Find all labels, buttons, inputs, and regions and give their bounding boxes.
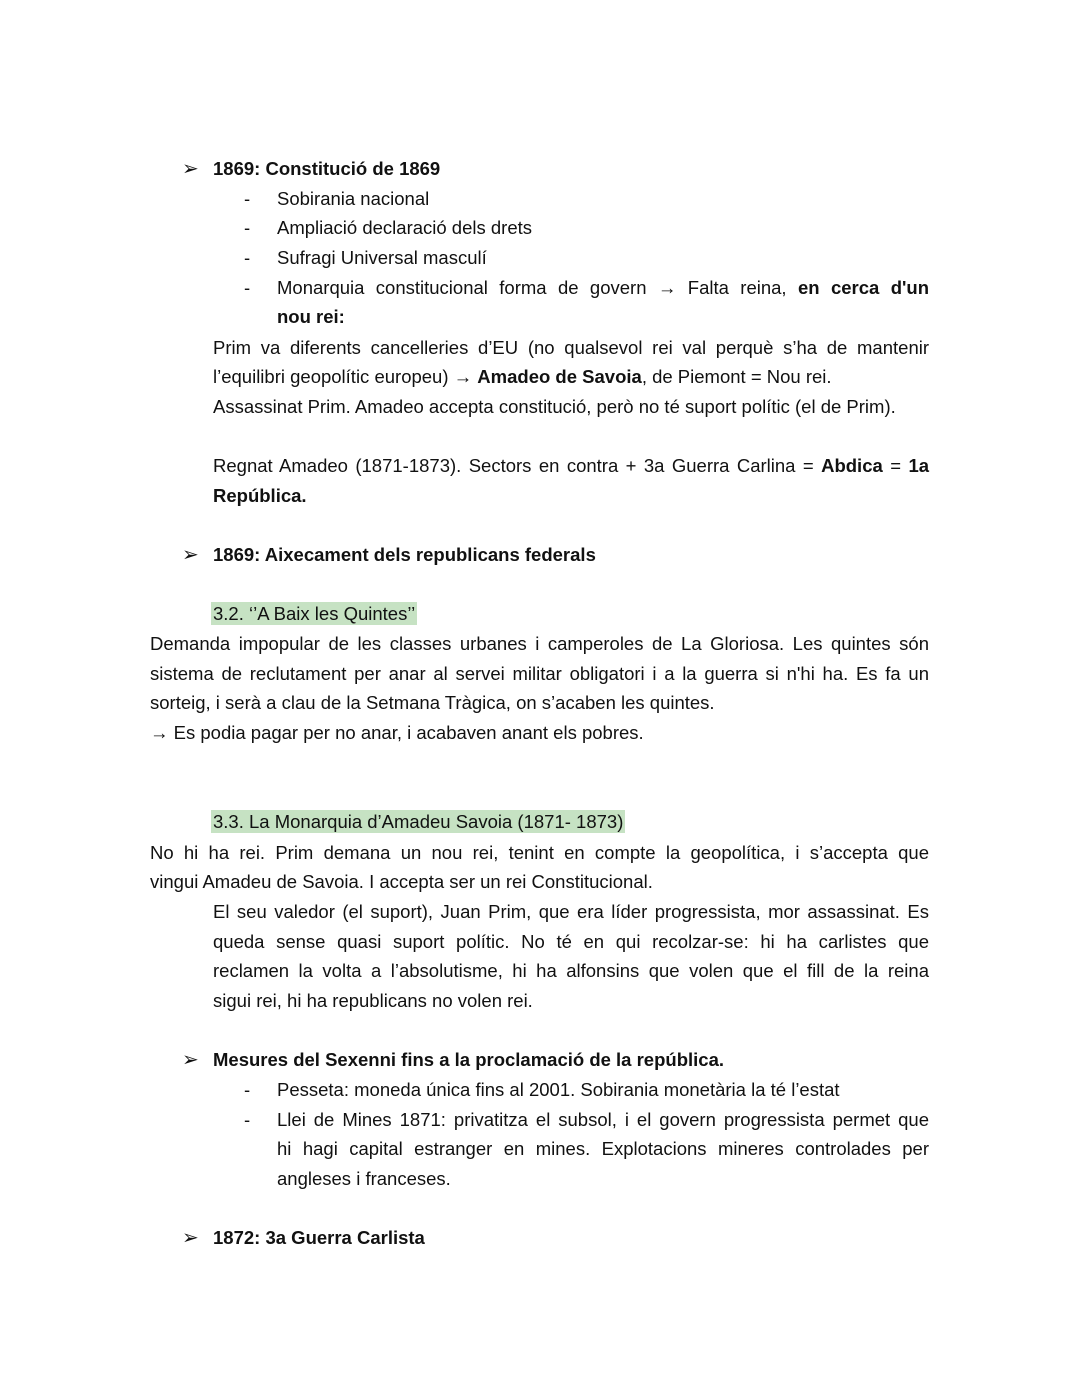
paragraph-line: No hi ha rei. Prim demana un nou rei, tenint en compte la geopolítica, i s’accepta que <box>150 842 929 863</box>
list-item-continuation: angleses i franceses. <box>277 1168 451 1189</box>
paragraph-line <box>213 454 929 478</box>
arrow-bullet-icon: ➢ <box>182 158 199 180</box>
bold-text: Amadeo de Savoia <box>477 366 642 387</box>
paragraph-line: Prim va diferents cancelleries d’EU (no qualsevol rei val perquè s’ha de mantenir <box>213 337 929 358</box>
list-item-continuation: hi hagi capital estranger en mines. Explotacions mineres controlades per <box>277 1138 929 1159</box>
text-run: Monarquia constitucional forma de govern → Falta reina, <box>277 277 787 298</box>
section-heading-aixecament: 1869: Aixecament dels republicans federals <box>213 544 596 565</box>
list-item: Sobirania nacional <box>277 188 430 209</box>
list-item: Pesseta: moneda única fins al 2001. Sobirania monetària la té l’estat <box>277 1079 840 1100</box>
list-item: Sufragi Universal masculí <box>277 247 487 268</box>
section-heading-mesures: Mesures del Sexenni fins a la proclamació de la república. <box>213 1049 724 1070</box>
section-heading-quintes <box>211 602 417 626</box>
list-item: Llei de Mines 1871: privatitza el subsol, i el govern progressista permet que <box>277 1109 929 1130</box>
bold-text: 1a <box>908 455 930 476</box>
paragraph-line: sistema de reclutament per anar al servei militar obligatori i a la guerra si n'hi ha. Es fa un <box>150 663 929 684</box>
arrow-bullet-icon: ➢ <box>182 544 199 566</box>
dash-bullet: - <box>244 1109 251 1130</box>
dash-bullet: - <box>244 188 251 209</box>
highlighted-heading: 3.3. La Monarquia d’Amadeu Savoia (1871- 1873) <box>213 811 624 832</box>
highlighted-heading: 3.2. ‘’A Baix les Quintes’’ <box>213 603 416 624</box>
paragraph-line: Assassinat Prim. Amadeo accepta constitució, però no té suport polític (el de Prim). <box>213 396 896 417</box>
dash-bullet: - <box>244 277 251 298</box>
text-run: = <box>890 455 902 476</box>
paragraph-line: → Es podia pagar per no anar, i acabaven anant els pobres. <box>150 722 644 743</box>
paragraph-line <box>213 365 832 389</box>
paragraph-line: queda sense quasi suport polític. No té en qui recolzar-se: hi ha carlistes que <box>213 931 929 952</box>
paragraph-line: vingui Amadeu de Savoia. I accepta ser un rei Constitucional. <box>150 871 653 892</box>
paragraph-line: reclamen la volta a l’absolutisme, hi ha alfonsins que volen que el fill de la reina <box>213 960 929 981</box>
section-heading-monarquia <box>211 810 625 834</box>
section-heading-constitucio: 1869: Constitució de 1869 <box>213 158 441 179</box>
arrow-bullet-icon: ➢ <box>182 1227 199 1249</box>
list-item <box>277 276 929 300</box>
paragraph-line: sigui rei, hi ha republicans no volen rei. <box>213 990 533 1011</box>
paragraph-line: República. <box>213 485 307 506</box>
bold-text: en cerca d'un <box>797 277 929 298</box>
list-item-continuation: nou rei: <box>277 306 345 327</box>
arrow-bullet-icon: ➢ <box>182 1049 199 1071</box>
list-item: Ampliació declaració dels drets <box>277 217 533 238</box>
paragraph-line: sorteig, i serà a clau de la Setmana Tràgica, on s’acaben les quintes. <box>150 692 715 713</box>
dash-bullet: - <box>244 247 251 268</box>
paragraph-line: El seu valedor (el suport), Juan Prim, que era líder progressista, mor assassinat. Es <box>213 901 929 922</box>
text-run: , de Piemont = Nou rei. <box>641 366 832 387</box>
text-run: l’equilibri geopolític europeu) → <box>213 366 473 387</box>
text-run: Regnat Amadeo (1871-1873). Sectors en contra + 3a Guerra Carlina = <box>213 455 814 476</box>
bold-text: Abdica <box>821 455 883 476</box>
dash-bullet: - <box>244 1079 251 1100</box>
paragraph-line: Demanda impopular de les classes urbanes i camperoles de La Gloriosa. Les quintes són <box>150 633 929 654</box>
section-heading-guerra-carlista: 1872: 3a Guerra Carlista <box>213 1227 425 1248</box>
dash-bullet: - <box>244 217 251 238</box>
